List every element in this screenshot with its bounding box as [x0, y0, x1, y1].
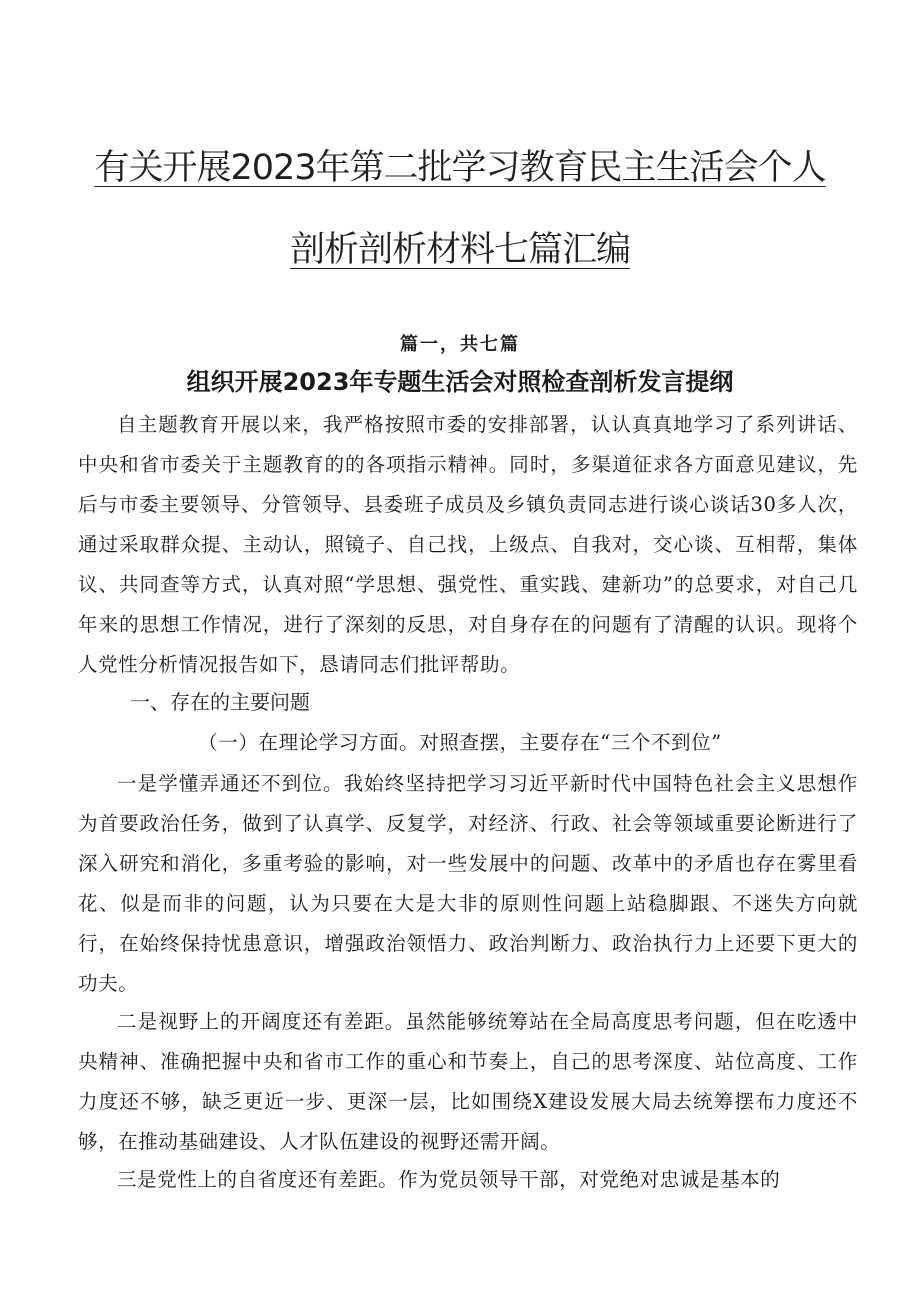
sub-heading: （一）在理论学习方面。对照查摆，主要存在“三个不到位”: [198, 731, 722, 754]
paragraph-three: 三是党性上的自省度还有差距。作为党员领导干部，对党绝对忠诚是基本的: [117, 1168, 781, 1191]
paragraph-one: 一是学懂弄通还不到位。我始终坚持把学习习近平新时代中国特色社会主义思想作为首要政治任务，做到了认真学、反复学，对经济、行政、社会等领域重要论断进行了深入研究和消化，多重考验的影响，对一些发展中的问题、改革中的矛盾也存在雾里看花、似是而非的问题，认为只要在大是大非的原则性问题上站稳脚跟、不迷失方向就行，在始终保持忧患意识，增强政治领悟力、政治判断力、政治执行力上还要下更大的功夫。: [78, 772, 858, 995]
document-title-line-1: 有关开展2023年第二批学习教育民主生活会个人: [94, 148, 826, 188]
document-title-line-2: 剖析剖析材料七篇汇编: [289, 230, 630, 270]
paragraph-two: 二是视野上的开阔度还有差距。虽然能够统筹站在全局高度思考问题，但在吃透中央精神、准确把握中央和省市工作的重心和节奏上，自己的思考深度、站位高度、工作力度还不够，缺乏更近一步、更深一层，比如围绕X建设发展大局去统筹摆布力度还不够，在推动基础建设、人才队伍建设的视野还需开阔。: [78, 1010, 858, 1153]
intro-paragraph: 自主题教育开展以来，我严格按照市委的安排部署，认认真真地学习了系列讲话、中央和省市委关于主题教育的的各项指示精神。同时，多渠道征求各方面意见建议，先后与市委主要领导、分管领导、县委班子成员及乡镇负责同志进行谈心谈话30多人次，通过采取群众提、主动认，照镜子、自己找，上级点、自我对，交心谈、互相帮，集体议、共同查等方式，认真对照“学思想、强党性、重实践、建新功”的总要求，对自己几年来的思想工作情况，进行了深刻的反思，对自身存在的问题有了清醒的认识。现将个人党性分析情况报告如下，恳请同志们批评帮助。: [78, 413, 858, 676]
part-label: 篇一，共七篇: [400, 334, 520, 355]
section-subtitle: 组织开展2023年专题生活会对照检查剖析发言提纲: [186, 368, 734, 396]
section-heading: 一、存在的主要问题: [130, 690, 310, 714]
